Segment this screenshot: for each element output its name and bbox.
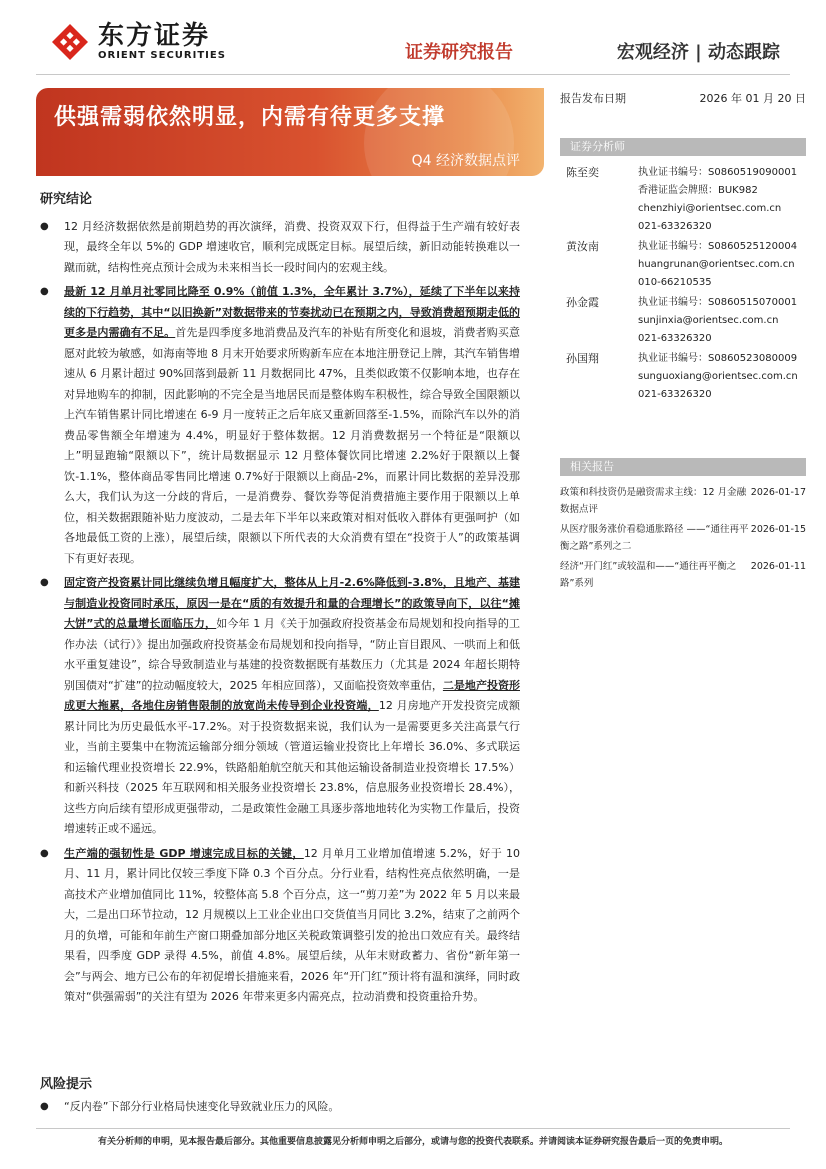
analyst-cert: 执业证书编号：S0860515070001: [638, 297, 798, 308]
analyst-cert: 执业证书编号：S0860523080009: [638, 353, 798, 364]
risk-heading: 风险提示: [40, 1077, 93, 1092]
paragraph-lead: 最新 12 月单月社零同比降至 0.9%（前值 1.3%，全年累计 3.7%），延续了下半年以来持续的下行趋势，其中“以旧换新”对数据带来的节奏扰动已在预期之内，导致消费超预期走低的更多是内需确有不足。: [64, 285, 520, 339]
report-category: 宏观经济 | 动态跟踪: [616, 42, 780, 63]
conclusion-paragraph: [40, 282, 520, 569]
related-title[interactable]: 从医疗服务涨价看稳通胀路径 ——“通往再平衡之路”系列之二: [560, 524, 749, 552]
paragraph-emphasis: 二是地产投资形成更大拖累，各地住房销售限制的放宽尚未传导到企业投资端，: [64, 678, 520, 712]
report-title: 供强需弱依然明显，内需有待更多支撑: [54, 105, 446, 130]
related-title[interactable]: 政策和科技资仍是融资需求主线：12 月金融数据点评: [560, 487, 747, 515]
paragraph-lead: 生产端的强韧性是 GDP 增速完成目标的关键，: [64, 846, 304, 860]
company-logo: [50, 22, 226, 62]
analyst-phone: 021-63326320: [638, 333, 712, 344]
logo-icon: [50, 22, 90, 62]
footer-disclaimer: 有关分析师的申明，见本报告最后部分。其他重要信息披露见分析师申明之后部分，或请与您的投资代表联系。并请阅读本证券研究报告最后一页的免责申明。: [97, 1137, 728, 1147]
analyst-list: [560, 164, 806, 406]
paragraph-text: 首先是四季度多地消费品及汽车的补贴有所变化和退坡，消费者购买意愿对此较为敏感，如海南等地 8 月末开始要求所购新车应在本地注册登记上牌，其汽车销售增速从 6 月累计超过 90%回落到最新 11 月数据同比 47%，且类似政策不仅影响本地，也存在对异地购车的抑制，因此影响的不完全是当地居民而是整体购车积极性，综合导致全国限额以上汽车销售累计同比增速在 6-9 月一度转正之后年底又重新回落至-1.5%，而除汽车以外的消费品零售额全年增速为 4.4%，明显好于整体数据。12 月消费数据另一个特征是“限额以上”明显跑输“限额以下”，统计局数据显示 12 月整体餐饮同比增速 2.2%好于限额以上餐饮-1.1%，整体商品零售同比增速 0.7%好于限额以上商品-2%，而累计同比数据的差异没那么大，我们认为这一分歧的背后，一是消费券、餐饮券等促消费措施主要作用于限额以上单位，相关数据跟随补贴力度波动，二是去年下半年以来政策对相对低收入群体有更强呵护（如各地最低工资的上涨），展望后续，限额以下所代表的大众消费有望在“投资于人”的政策基调下有更好表现。: [64, 326, 520, 565]
analyst-license: 香港证监会牌照：BUK982: [638, 185, 758, 196]
related-title[interactable]: 经济“开门红”或较温和——“通往再平衡之路”系列: [560, 561, 737, 589]
analyst-name: 陈至奕: [566, 166, 599, 179]
research-conclusion: [40, 190, 520, 1012]
report-type: 证券研究报告: [405, 42, 513, 63]
analysts-heading: 证券分析师: [560, 138, 806, 156]
paragraph-text: 如今年 1 月《关于加强政府投资基金布局规划和投向指导的工作办法（试行）》提出加强政府投资基金布局规划和投向指导，“防止盲目跟风、一哄而上和低水平重复建设”，综合导致制造业与基建的投资数据既有基数压力（尤其是 2024 年超长期特别国债对“扩建”的拉动幅度较大，2025 年相应回落），又面临投资效率重估，: [64, 617, 520, 692]
risk-text: “反内卷”下部分行业格局快速变化导致就业压力的风险。: [64, 1100, 340, 1113]
related-date: 2026-01-15: [750, 524, 806, 535]
related-date: 2026-01-17: [750, 487, 806, 498]
analyst-phone: 010-66210535: [638, 277, 712, 288]
analyst-phone: 021-63326320: [638, 389, 712, 400]
footer-divider: [36, 1128, 790, 1129]
title-banner: [36, 88, 544, 176]
report-subtitle: Q4 经济数据点评: [411, 153, 520, 169]
related-item[interactable]: [560, 484, 806, 518]
risk-section: [40, 1097, 520, 1121]
analyst-item: [560, 238, 806, 292]
analyst-phone: 021-63326320: [638, 221, 712, 232]
conclusion-paragraph: [40, 217, 520, 279]
analyst-cert: 执业证书编号：S0860519090001: [638, 167, 798, 178]
analyst-name: 孙国翔: [566, 352, 599, 365]
report-date: [560, 90, 806, 106]
analyst-email[interactable]: huangrunan@orientsec.com.cn: [638, 259, 795, 270]
conclusion-heading: 研究结论: [40, 192, 93, 207]
report-date-value: 2026 年 01 月 20 日: [699, 92, 806, 105]
analyst-name: 黄汝南: [566, 240, 599, 253]
paragraph-text: 12 月房地产开发投资完成额累计同比为历史最低水平-17.2%。对于投资数据来说，我们认为一是需要更多关注高景气行业，当前主要集中在物流运输部分细分领域（管道运输业投资比上年增长 36.0%、多式联运和运输代理业投资增长 22.9%，铁路船舶航空航天和其他运输设备制造业投资增长 17.5%）和新兴科技（2025 年互联网和相关服务业投资增长 23.8%，信息服务业投资增长 28.4%），这些方向后续有望形成更强带动，二是政策性金融工具逐步落地地转化为实物工作量后，投资增速转正或不遥远。: [64, 699, 521, 835]
logo-cn: 东方证券: [98, 21, 211, 51]
related-item[interactable]: [560, 521, 806, 555]
analyst-cert: 执业证书编号：S0860525120004: [638, 241, 798, 252]
paragraph-text: 12 月单月工业增加值增速 5.2%，好于 10 月、11 月，累计同比仅较三季度下降 0.3 个百分点。分行业看，结构性亮点依然明确，一是高技术产业增加值同比 11%，较整体高 5.8 个百分点，这一“剪刀差”为 2022 年 5 月以来最大，二是出口环节拉动，12 月规模以上工业企业出口交货值当月同比 3.2%，结束了之前两个月的负增，可能和年前生产窗口期叠加部分地区关税政策调整引发的抢出口效应有关。最终结果看，四季度 GDP 录得 4.5%，前值 4.8%。展望后续，从年末财政蓄力、省份“新年第一会”与两会、地方已公布的年初促增长措施来看，2026 年“开门红”预计将有温和演绎，同时政策对“供强需弱”的关注有望为 2026 年带来更多内需亮点，拉动消费和投资重拾升势。: [64, 846, 520, 1003]
analyst-item: [560, 164, 806, 236]
paragraph-text: 12 月经济数据依然是前期趋势的再次演绎，消费、投资双双下行，但得益于生产端有较好表现，最终全年以 5%的 GDP 增速收官，顺利完成既定目标。展望后续，新旧动能转换难以一蹴而就，结构性亮点预计会成为未来相当长一段时间内的宏观主线。: [64, 219, 520, 274]
related-item[interactable]: [560, 558, 806, 592]
logo-en: ORIENT SECURITIES: [98, 50, 226, 61]
related-date: 2026-01-11: [750, 561, 806, 572]
related-heading: 相关报告: [560, 458, 806, 476]
paragraph-lead: 固定资产投资累计同比继续负增且幅度扩大，整体从上月-2.6%降低到-3.8%，且地产、基建与制造业投资同时承压，原因一是在“质的有效提升和量的合理增长”的政策导向下，以往“摊大饼”式的总量增长面临压力，: [64, 576, 520, 630]
header-divider: [36, 74, 790, 75]
analyst-item: [560, 350, 806, 404]
analyst-name: 孙金霞: [566, 296, 599, 309]
risk-item: [40, 1097, 520, 1117]
analyst-email[interactable]: chenzhiyi@orientsec.com.cn: [638, 203, 782, 214]
analyst-email[interactable]: sunguoxiang@orientsec.com.cn: [638, 371, 798, 382]
report-date-label: 报告发布日期: [560, 92, 626, 105]
analyst-item: [560, 294, 806, 348]
conclusion-paragraph: [40, 573, 520, 840]
conclusion-paragraph: [40, 844, 520, 1008]
analyst-email[interactable]: sunjinxia@orientsec.com.cn: [638, 315, 779, 326]
related-list: [560, 484, 806, 595]
